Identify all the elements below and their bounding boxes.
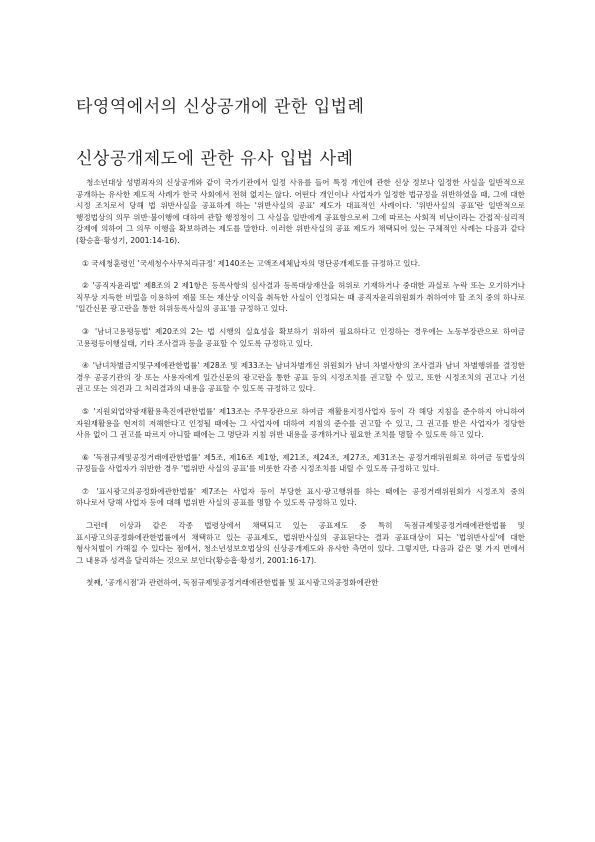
document-title: 타영역에서의 신상공개에 관한 입법례 <box>76 97 365 117</box>
section-heading: 신상공개제도에 관한 유사 입법 사례 <box>76 149 354 169</box>
list-item-3: ③ '남녀고용평등법' 제20조의 2는 법 시행의 실효성을 확보하기 위하여 필요하다고 인정하는 경우에는 노동부장관으로 하여금 고용평등이행실태, 기타 조사결과 등을 공표할 수 있도록 규정하고 있다. <box>76 326 525 348</box>
list-item-5: ⑤ '지원외업약광재활용촉진에관한법률' 제13조는 주무장관으로 하여금 재활용지정사업자 등이 각 해당 지침을 준수하지 아니하여 자원재활용을 현저히 저해한다고 인정될 때에는 그 사업자에 대하여 지침의 준수를 권고할 수 있고, 그 권고를 받은 사업자가 정당한 사유 없이 그 권고를 따르지 아니할 때에는 그 명단과 지침 위반 내용을 공개하거나 필요한 조치를 명할 수 있도록 하고 있다. <box>76 406 525 440</box>
list-item-6: ⑥ '독점규제및공정거래에관한법률' 제5조, 제16조 제1항, 제21조, 제24조, 제27조, 제31조는 공정거래위원회로 하여금 동법상의 규정들을 사업자가 위반한 경우 '법위반 사실의 공표'를 비롯한 각종 시정조치를 내릴 수 있도록 규정하고 있다. <box>76 452 525 474</box>
list-item-2: ② '공직자윤리법' 제8조의 2 제1항은 등록사항의 심사결과 등록대상재산을 허위로 기재하거나 중대한 과실로 누락 또는 오기하거나 직무상 지득한 비밀을 이용하여 재물 또는 재산상 이익을 취득한 사실이 인정되는 때 공직자윤리위원회가 취하여야 할 조치 중의 하나로 '일간신문 광고란을 통한 허위등록사실의 공표'를 규정하고 있다. <box>76 281 525 314</box>
list-item-4: ④ '남녀차별금지및구제에관한법률' 제28조 및 제33조는 남녀차별개선 위원회가 남녀 차별사항의 조사결과 남녀 차별행위를 결정한 경우 공공기관의 장 또는 사용자에게 일간신문의 광고란을 통한 공표 등의 시정조치를 권고할 수 있고, 또한 시정조치의 권고나 기선 권고 또는 의견과 그 처리결과의 내용을 공표할 수 있도록 규정하고 있다. <box>76 361 525 394</box>
list-item-7: ⑦ '표시광고의공정화에관한법률' 제7조는 사업자 등이 부당한 표시·광고행위를 하는 때에는 공정거래위원회가 시정조치 중의 하나로서 당해 사업자 등에 대해 법위반 사실의 공표를 명할 수 있도록 규정하고 있다. <box>76 486 525 508</box>
document-body <box>76 177 525 589</box>
summary-paragraph: 그런데 이상과 같은 각종 법령상에서 채택되고 있는 공표제도 중 특히 독점규제및공정거래에관한법률 및 표시광고의공정화에관한법률에서 채택하고 있는 공표제도, 법위반사실의 공표된다는 결과 공표대상이 되는 '법위반사실'에 대한 형사처벌이 가해질 수 있다는 점에서, 청소년성보호법상의 신상공개제도와 유사한 측면이 있다. 그렇지만, 다음과 같은 몇 가지 면에서 그 내용과 성격을 달리하는 것으로 보인다(황승흠·황성기, 2001:16-17). <box>76 521 525 565</box>
list-item-1: ① 국세청훈령인 '국세청수사무처리규정' 제140조는 고액조세체납자의 명단공개제도를 규정하고 있다. <box>82 258 421 268</box>
continuation-paragraph: 첫째, '공개시점'과 관련하여, 독점규제및공정거래에관한법률 및 표시광고의공정화에관한 <box>86 578 379 588</box>
intro-paragraph: 청소년대상 성범죄자의 신상공개와 같이 국가기관에서 일정 사유를 들어 특정 개인에 관한 신상 정보나 일정한 사실을 일반적으로 공개하는 유사한 제도적 사례가 한국 사회에서 전혀 없지는 않다. 어떤다 개인이나 사업자가 일정한 법규정을 위반하였을 때, 그에 대한 시정 조치로서 당해 법 위반사실을 공표하게 하는 '위반사실의 공표' 제도가 대표적인 사례이다. '위반사실의 공표'란 일반적으로 행정법상의 의무 위반·불이행에 대하여 관할 행정청이 그 사실을 일반에게 공표함으로써 그에 따르는 사회적 비난이라는 간접적·심리적 강제에 의하여 그 의무 이행을 확보하려는 제도를 말한다. 이러한 위반사실의 공표 제도가 채택되어 있는 구체적인 사례는 다음과 같다(황승흠·황성기, 2001:14-16). <box>76 178 525 245</box>
